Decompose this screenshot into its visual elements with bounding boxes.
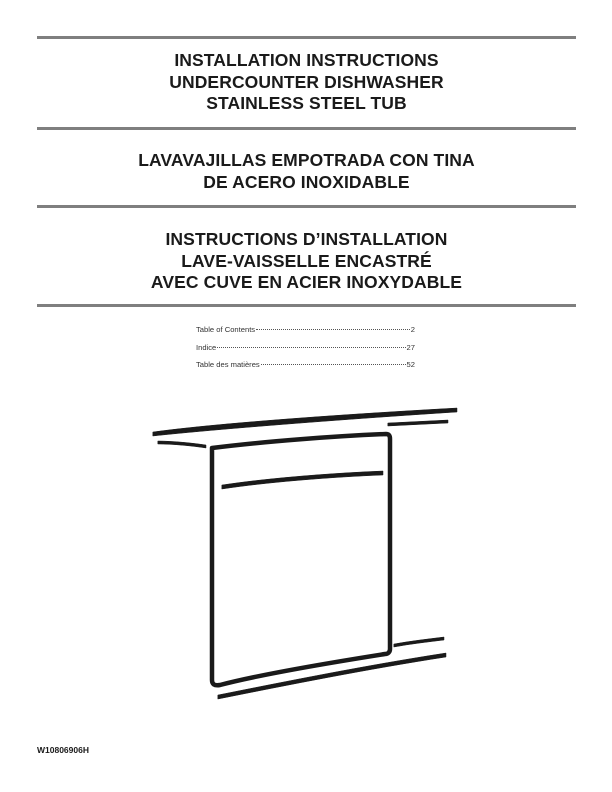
toc-leader: [261, 364, 406, 365]
toc-page: 2: [410, 325, 415, 334]
english-title: [37, 50, 576, 115]
english-title-line-2: UNDERCOUNTER DISHWASHER: [169, 71, 444, 92]
door-handle-line: [222, 471, 383, 489]
spanish-title-line-2: DE ACERO INOXIDABLE: [203, 171, 410, 192]
toc-leader: [217, 347, 405, 348]
divider-3: [37, 304, 576, 307]
cabinet-line-left: [158, 441, 206, 448]
cabinet-line-right: [388, 420, 448, 426]
divider-2: [37, 205, 576, 208]
toc-entry-english[interactable]: [196, 325, 415, 343]
toc-page: 27: [406, 342, 415, 352]
french-title: [37, 229, 576, 294]
english-title-line-1: INSTALLATION INSTRUCTIONS: [174, 50, 439, 70]
english-title-line-3: STAINLESS STEEL TUB: [206, 93, 407, 113]
toc-page: 52: [406, 360, 415, 369]
french-title-line-2: LAVE-VAISSELLE ENCASTRÉ: [181, 250, 432, 271]
part-number: W10806906H: [37, 745, 89, 755]
toc-label: Indice: [196, 342, 217, 352]
toc-label: Table of Contents: [196, 325, 256, 334]
table-of-contents: [196, 325, 415, 378]
toc-entry-spanish[interactable]: [196, 343, 415, 361]
top-divider: [37, 36, 576, 39]
spanish-title-line-1: LAVAVAJILLAS EMPOTRADA CON TINA: [138, 150, 475, 170]
french-title-line-3: AVEC CUVE EN ACIER INOXYDABLE: [150, 272, 463, 292]
toc-entry-french[interactable]: [196, 360, 415, 378]
dishwasher-illustration: [148, 403, 463, 723]
toe-kick-line-upper: [394, 637, 444, 647]
spanish-title: [37, 150, 576, 193]
toc-leader: [256, 329, 410, 330]
french-title-line-1: INSTRUCTIONS D’INSTALLATION: [165, 229, 448, 249]
toc-label: Table des matières: [196, 360, 260, 369]
dishwasher-front-icon: [153, 408, 457, 699]
divider-1: [37, 127, 576, 130]
